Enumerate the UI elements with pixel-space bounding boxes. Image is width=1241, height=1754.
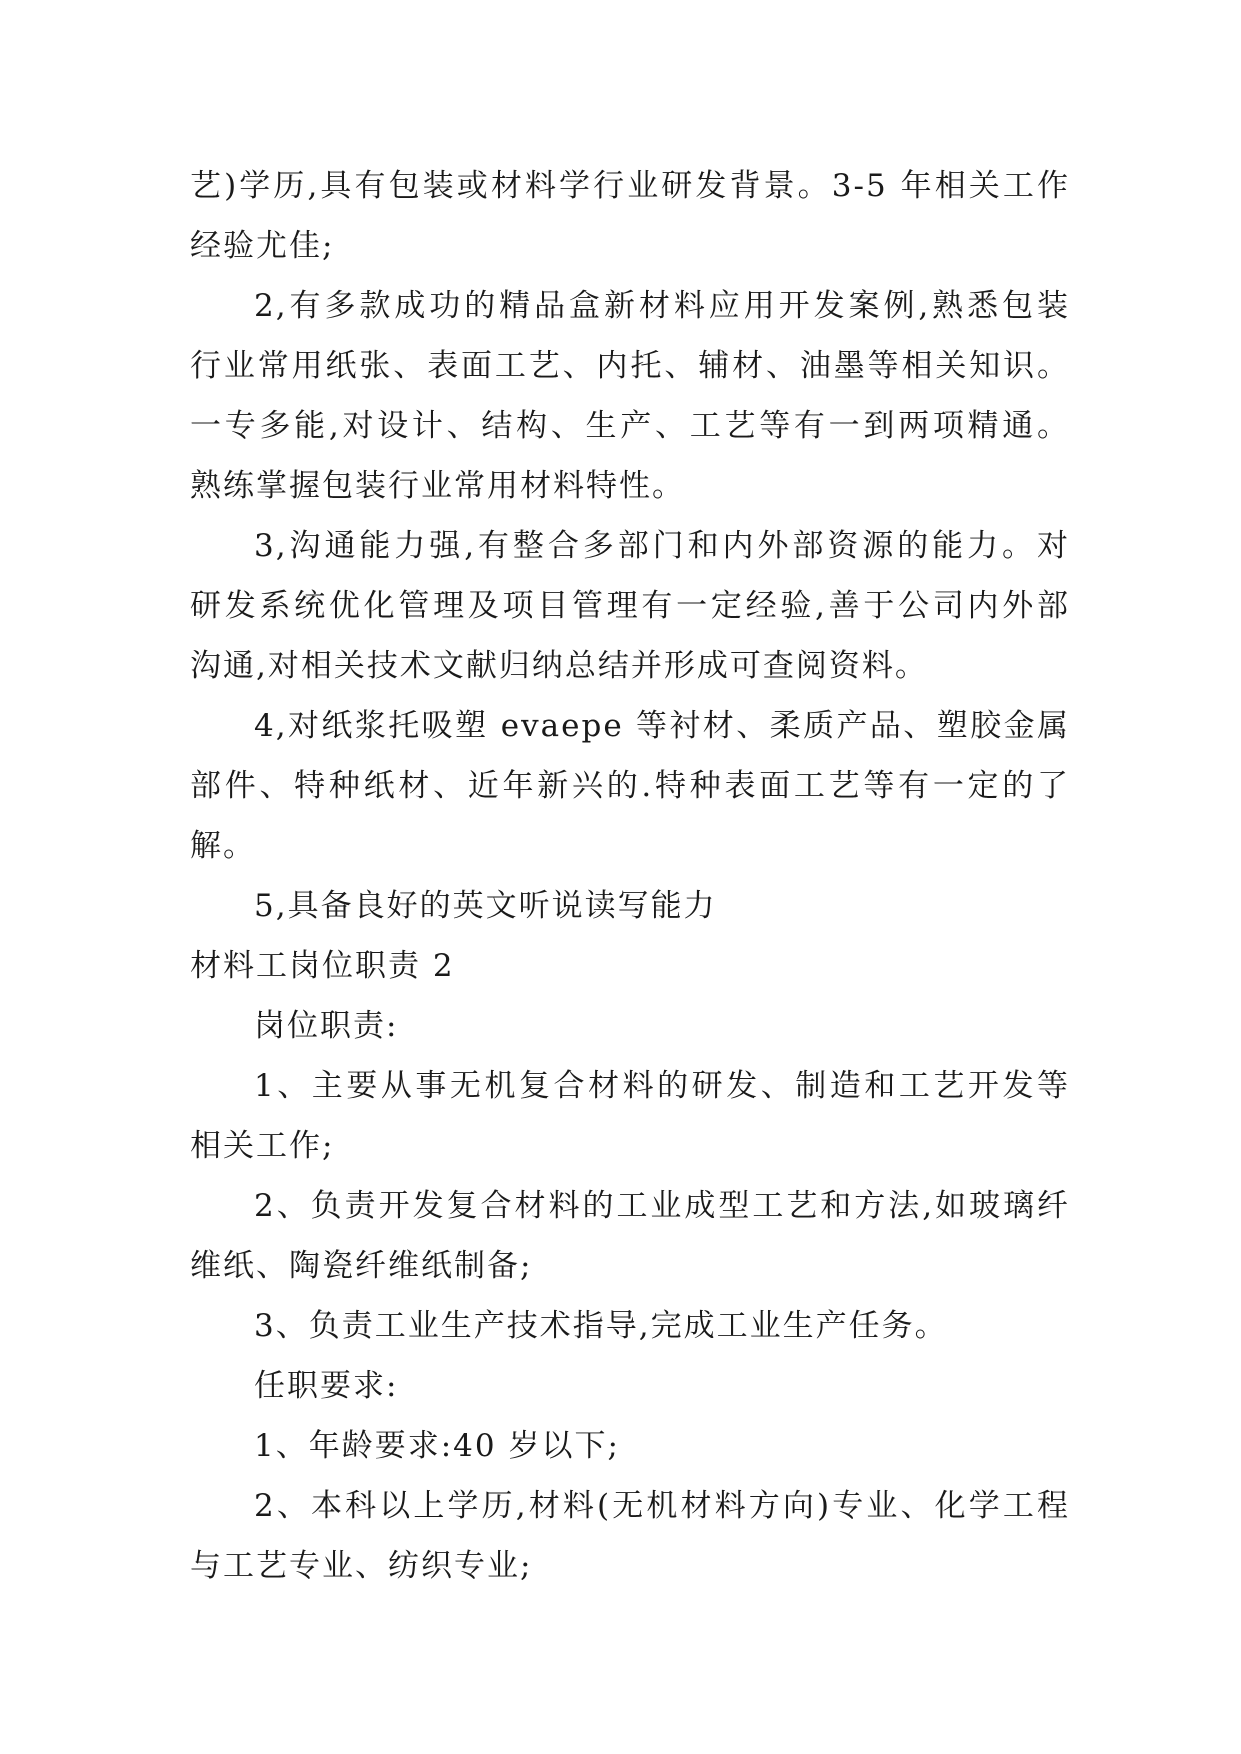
paragraph-line: 4,对纸浆托吸塑 evaepe 等衬材、柔质产品、塑胶金属 bbox=[254, 708, 1070, 744]
paragraph-line: 相关工作; bbox=[190, 1128, 335, 1164]
paragraph-line: 3、负责工业生产技术指导,完成工业生产任务。 bbox=[254, 1308, 948, 1344]
paragraph-line: 解。 bbox=[190, 828, 256, 864]
paragraph-line: 行业常用纸张、表面工艺、内托、辅材、油墨等相关知识。 bbox=[190, 348, 1070, 384]
section-heading: 材料工岗位职责 2 bbox=[190, 948, 455, 984]
paragraph-line: 1、主要从事无机复合材料的研发、制造和工艺开发等 bbox=[254, 1068, 1070, 1104]
paragraph-line: 5,具备良好的英文听说读写能力 bbox=[254, 888, 717, 924]
paragraph-line: 研发系统优化管理及项目管理有一定经验,善于公司内外部 bbox=[190, 588, 1070, 624]
paragraph-line: 2,有多款成功的精品盒新材料应用开发案例,熟悉包装 bbox=[254, 288, 1070, 324]
paragraph-line: 熟练掌握包装行业常用材料特性。 bbox=[190, 468, 685, 504]
paragraph-line: 2、负责开发复合材料的工业成型工艺和方法,如玻璃纤 bbox=[254, 1188, 1070, 1224]
paragraph-line: 维纸、陶瓷纤维纸制备; bbox=[190, 1248, 533, 1284]
paragraph-line: 一专多能,对设计、结构、生产、工艺等有一到两项精通。 bbox=[190, 408, 1070, 444]
paragraph-line: 部件、特种纸材、近年新兴的.特种表面工艺等有一定的了 bbox=[190, 768, 1070, 804]
paragraph-line: 艺)学历,具有包装或材料学行业研发背景。3-5 年相关工作 bbox=[190, 168, 1070, 204]
paragraph-line: 与工艺专业、纺织专业; bbox=[190, 1548, 533, 1584]
document-page bbox=[190, 156, 1070, 1596]
subsection-label: 岗位职责: bbox=[254, 1008, 399, 1044]
paragraph-line: 1、年龄要求:40 岁以下; bbox=[254, 1428, 620, 1464]
paragraph-line: 经验尤佳; bbox=[190, 228, 335, 264]
paragraph-line: 3,沟通能力强,有整合多部门和内外部资源的能力。对 bbox=[254, 528, 1070, 564]
paragraph-line: 2、本科以上学历,材料(无机材料方向)专业、化学工程 bbox=[254, 1488, 1070, 1524]
subsection-label: 任职要求: bbox=[254, 1368, 399, 1404]
paragraph-line: 沟通,对相关技术文献归纳总结并形成可查阅资料。 bbox=[190, 648, 928, 684]
